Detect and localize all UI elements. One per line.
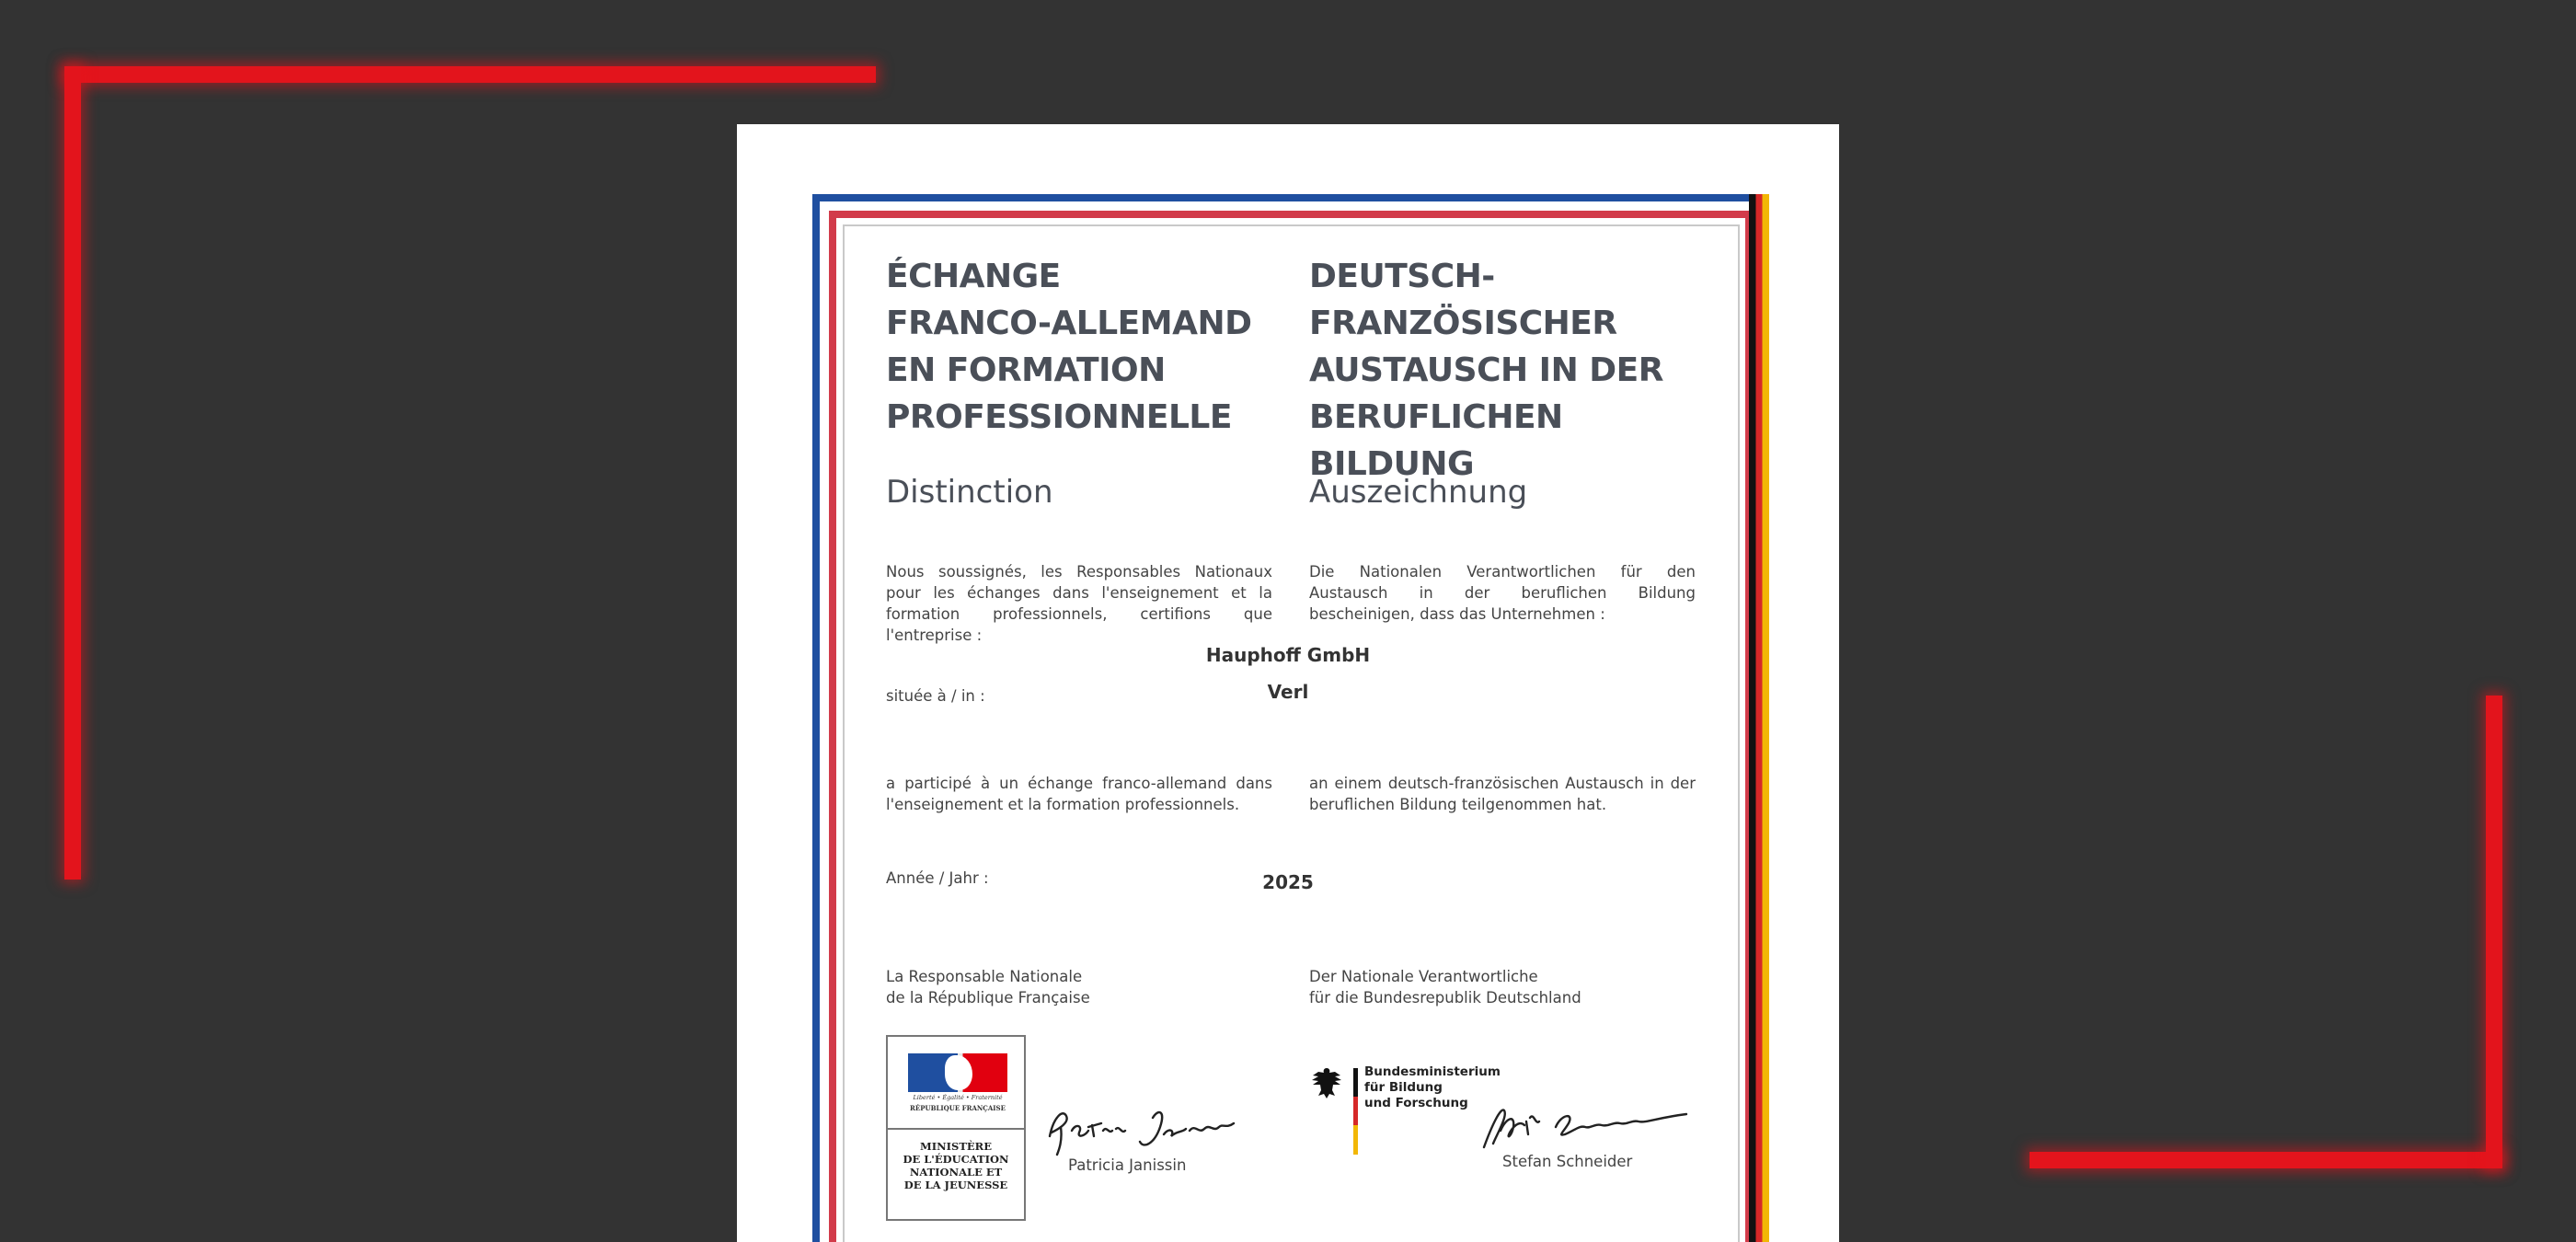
marianne-icon xyxy=(945,1055,972,1090)
participation-french: a participé à un échange franco-allemand dans l'enseignement et la formation professionnels. xyxy=(886,775,1272,813)
french-ministry-logo xyxy=(886,1035,1026,1221)
ministry-line: DE LA JEUNESSE xyxy=(903,1179,1008,1191)
responsible-de-line: Der Nationale Verantwortliche xyxy=(1309,968,1538,985)
signer-french: Patricia Janissin xyxy=(1068,1156,1187,1174)
title-de-line: FRANZÖSISCHER xyxy=(1309,305,1617,342)
intro-french: Nous soussignés, les Responsables Nationaux pour les échanges dans l'enseignement et la formation professionnels, certifions que l'entreprise : xyxy=(886,563,1272,644)
title-german xyxy=(1309,253,1696,488)
ministry-de-line: und Forschung xyxy=(1364,1096,1468,1110)
subtitle-french: Distinction xyxy=(886,474,1053,511)
company-name: Hauphoff GmbH xyxy=(1205,644,1371,666)
title-fr-line: EN FORMATION xyxy=(886,351,1166,389)
federal-eagle-icon xyxy=(1309,1064,1344,1101)
signature-french-icon xyxy=(1042,1090,1254,1164)
ministry-de-line: Bundesministerium xyxy=(1364,1064,1501,1079)
title-fr-line: FRANCO-ALLEMAND xyxy=(886,305,1252,342)
subtitle-german: Auszeichnung xyxy=(1309,474,1528,511)
ministry-line: NATIONALE ET xyxy=(909,1166,1003,1179)
participation-german: an einem deutsch-französischen Austausch in der beruflichen Bildung teilgenommen hat. xyxy=(1309,775,1696,813)
city-name: Verl xyxy=(1267,681,1309,703)
responsible-german xyxy=(1309,966,1696,1008)
title-fr-line: ÉCHANGE xyxy=(886,258,1061,295)
responsible-fr-line: La Responsable Nationale xyxy=(886,968,1083,985)
ministry-name xyxy=(891,1140,1020,1191)
year-value: 2025 xyxy=(1262,871,1314,893)
republic-motto: Liberté • Égalité • Fraternité xyxy=(913,1094,1003,1101)
republic-name: RÉPUBLIQUE FRANÇAISE xyxy=(910,1104,1006,1112)
certificate-paper xyxy=(737,124,1839,1242)
german-flag-bar xyxy=(1353,1068,1358,1155)
certificate-content xyxy=(737,124,1839,1242)
year-label: Année / Jahr : xyxy=(886,869,989,887)
logo-divider xyxy=(888,1128,1024,1130)
title-fr-line: PROFESSIONNELLE xyxy=(886,398,1232,436)
bracket-vertical xyxy=(2486,696,2502,1168)
bracket-vertical xyxy=(64,66,81,880)
title-de-line: DEUTSCH- xyxy=(1309,258,1495,295)
intro-german: Die Nationalen Verantwortlichen für den Austausch in der beruflichen Bildung bescheinigen, dass das Unternehmen : xyxy=(1309,563,1696,623)
ministry-line: DE L'ÉDUCATION xyxy=(903,1153,1009,1166)
title-de-line: AUSTAUSCH IN DER xyxy=(1309,351,1663,389)
bracket-horizontal xyxy=(2030,1152,2502,1168)
ministry-de-line: für Bildung xyxy=(1364,1080,1443,1095)
title-de-line: BERUFLICHEN BILDUNG xyxy=(1309,398,1563,483)
location-label: située à / in : xyxy=(886,687,985,705)
responsible-french xyxy=(886,966,1272,1008)
bracket-horizontal xyxy=(64,66,876,83)
title-french xyxy=(886,253,1272,441)
responsible-de-line: für die Bundesrepublik Deutschland xyxy=(1309,989,1581,1006)
ministry-line: MINISTÈRE xyxy=(920,1140,992,1153)
signer-german: Stefan Schneider xyxy=(1502,1153,1633,1170)
responsible-fr-line: de la République Française xyxy=(886,989,1090,1006)
